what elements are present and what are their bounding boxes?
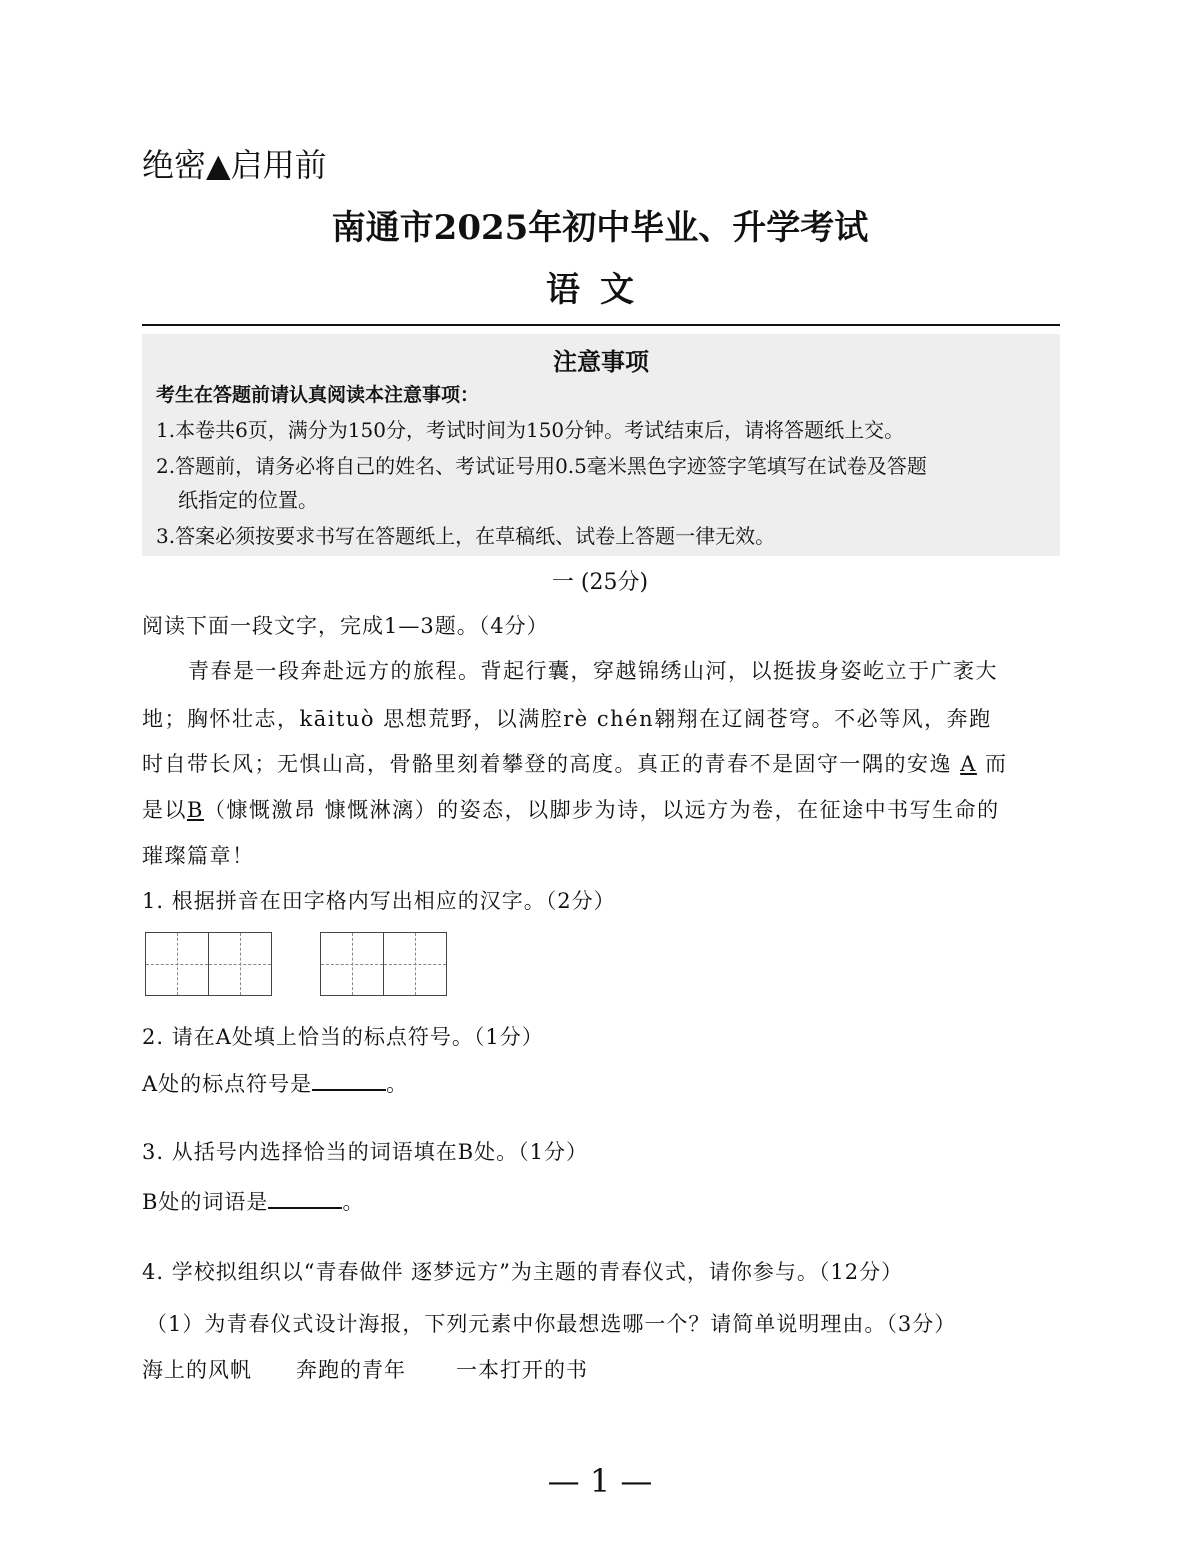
question-2: 2. 请在A处填上恰当的标点符号。（1分） (142, 1025, 544, 1049)
tianzige-cell[interactable] (208, 932, 272, 996)
notice-item-1: 1.本卷共6页，满分为150分，考试时间为150分钟。考试结束后，请将答题纸上交。 (156, 418, 905, 442)
passage-line-4-start: 是以 (142, 798, 187, 822)
mark-b: B (187, 798, 204, 822)
exam-title: 南通市2025年初中毕业、升学考试 (331, 208, 869, 248)
notice-item-2-cont: 纸指定的位置。 (178, 488, 318, 512)
passage-line-4 (142, 794, 1000, 824)
question-4-option-2: 奔跑的青年 (296, 1358, 406, 1382)
answer-b-label: B处的词语是 (142, 1190, 269, 1214)
question-3-answer (142, 1186, 364, 1216)
notice-intro: 考生在答题前请认真阅读本注意事项： (156, 384, 480, 406)
question-3: 3. 从括号内选择恰当的词语填在B处。（1分） (142, 1140, 589, 1164)
tianzige-cell[interactable] (145, 932, 209, 996)
question-4-option-3: 一本打开的书 (456, 1358, 588, 1382)
section-instruction: 阅读下面一段文字，完成1—3题。（4分） (142, 614, 549, 638)
tianzige-cell[interactable] (320, 932, 384, 996)
question-4: 4. 学校拟组织以“青春做伴 逐梦远方”为主题的青春仪式，请你参与。（12分） (142, 1260, 904, 1284)
confidential-mark: 绝密▲启用前 (142, 146, 327, 184)
tianzige-cell[interactable] (383, 932, 447, 996)
answer-a-blank[interactable] (312, 1069, 386, 1091)
notice-item-2: 2.答题前，请务必将自己的姓名、考试证号用0.5毫米黑色字迹签字笔填写在试卷及答题 (156, 454, 927, 478)
passage-line-4-text: （慷慨激昂 慷慨淋漓）的姿态，以脚步为诗，以远方为卷，在征途中书写生命的 (203, 798, 1000, 822)
notice-item-3: 3.答案必须按要求书写在答题纸上，在草稿纸、试卷上答题一律无效。 (156, 524, 776, 548)
notice-box (142, 334, 1060, 556)
header-rule (142, 324, 1060, 326)
answer-a-label: A处的标点符号是 (142, 1072, 313, 1096)
passage-line-3 (142, 748, 1008, 778)
subject-title: 语文 (546, 270, 654, 310)
tianzige-group-2 (320, 932, 445, 998)
section-heading: 一 (25分) (551, 570, 649, 595)
passage-line-1: 青春是一段奔赴远方的旅程。背起行囊，穿越锦绣山河，以挺拔身姿屹立于广袤大 (188, 659, 998, 683)
question-2-answer (142, 1068, 408, 1098)
answer-b-blank[interactable] (268, 1187, 342, 1209)
question-1: 1. 根据拼音在田字格内写出相应的汉字。（2分） (142, 889, 616, 913)
answer-b-end: 。 (342, 1190, 365, 1214)
passage-line-5: 璀璨篇章！ (142, 844, 255, 868)
question-4-option-1: 海上的风帆 (142, 1358, 252, 1382)
answer-a-end: 。 (386, 1072, 409, 1096)
passage-line-3-text: 时自带长风；无惧山高，骨骼里刻着攀登的高度。真正的青春不是固守一隅的安逸 (142, 752, 952, 776)
mark-a: A (960, 752, 977, 776)
passage-line-3-end: 而 (985, 752, 1008, 776)
notice-heading: 注意事项 (553, 348, 649, 376)
page-number: — 1 — (547, 1462, 653, 1500)
question-4-1: （1）为青春仪式设计海报，下列元素中你最想选哪一个？请简单说明理由。（3分） (146, 1312, 957, 1336)
passage-line-2: 地；胸怀壮志，kāituò 思想荒野，以满腔rè chén翱翔在辽阔苍穹。不必等风，奔跑 (142, 707, 992, 731)
tianzige-group-1 (145, 932, 270, 998)
